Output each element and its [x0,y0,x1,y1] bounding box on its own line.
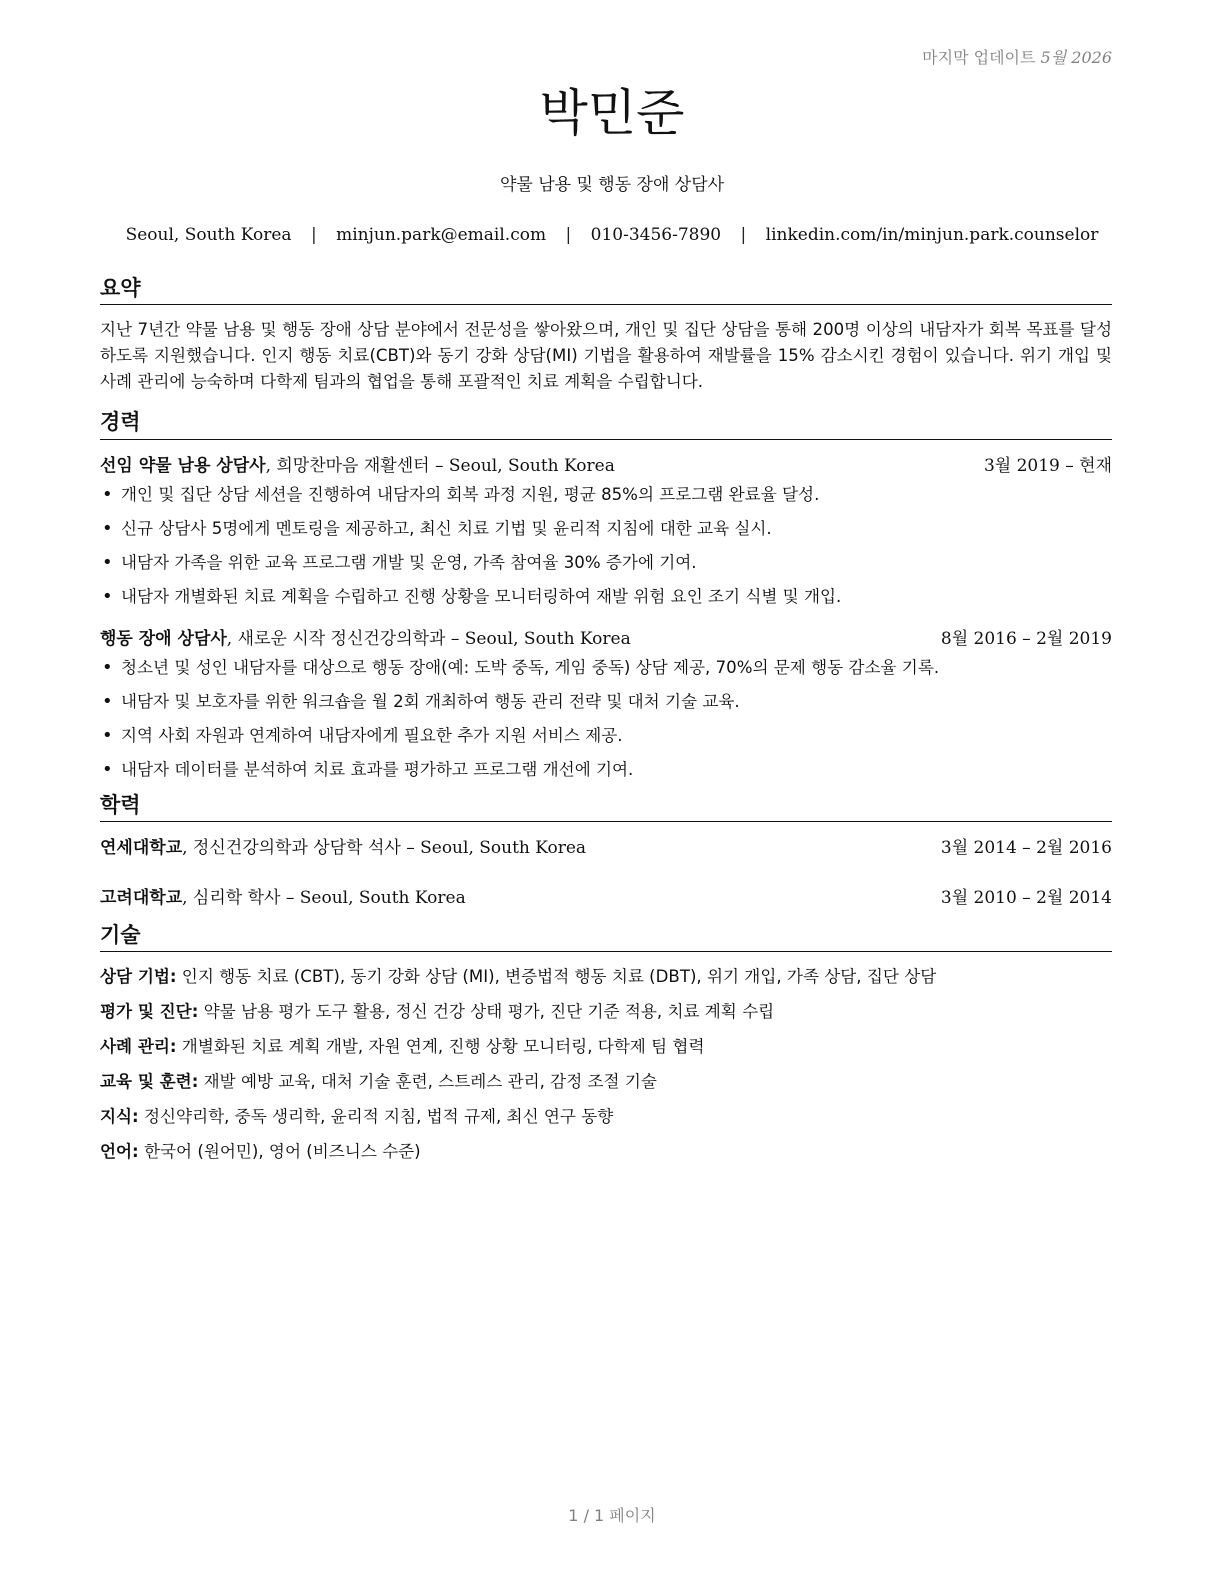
summary-text: 지난 7년간 약물 남용 및 행동 장애 상담 분야에서 전문성을 쌓아왔으며, 개인 및 집단 상담을 통해 200명 이상의 내담자가 회복 목표를 달성하도록 지원했습니다. 인지 행동 치료(CBT)와 동기 강화 상담(MI) 기법을 활용하여 재발률을 15% 감소시킨 경험이 있습니다. 위기 개입 및 사례 관리에 능숙하며 다학제 팀과의 협업을 통해 포괄적인 치료 계획을 수립합니다. [100,320,1112,392]
contact-email[interactable]: minjun.park@email.com [336,225,547,245]
job-bullet: • 내담자 개별화된 치료 계획을 수립하고 진행 상황을 모니터링하여 재발 위험 요인 조기 식별 및 개입. [100,585,1112,609]
experience-header [100,627,1112,651]
job-bullet: • 내담자 및 보호자를 위한 워크숍을 월 2회 개최하여 행동 관리 전략 및 대처 기술 교육. [100,690,1112,714]
last-updated-month: 5월 [1040,48,1067,67]
job-bullet: • 내담자 데이터를 분석하여 치료 효과를 평가하고 프로그램 개선에 기여. [100,758,1112,782]
skill-label: 평가 및 진단: [100,1002,199,1022]
skills-list [100,964,1112,1164]
last-updated-label: 마지막 업데이트 [922,48,1036,67]
skill-label: 언어: [100,1142,139,1162]
section-title-experience: 경력 [100,409,1112,439]
candidate-name: 박민준 [539,84,685,142]
skill-row [100,999,1112,1024]
skill-value: 정신약리학, 중독 생리학, 윤리적 지침, 법적 규제, 최신 연구 동향 [138,1107,614,1127]
skill-label: 상담 기법: [100,967,177,987]
job-bullets [100,483,1112,609]
job-title: 선임 약물 남용 상담사 [100,455,266,476]
contact-separator: | [565,225,572,245]
experience-entry [100,454,1112,609]
job-bullet: • 내담자 가족을 위한 교육 프로그램 개발 및 운영, 가족 참여율 30% 증가에 기여. [100,551,1112,575]
contact-phone[interactable]: 010-3456-7890 [590,225,722,245]
section-title-summary: 요약 [100,275,1112,305]
skill-row [100,1034,1112,1059]
experience-entry [100,627,1112,782]
experience-header [100,454,1112,478]
job-title: 행동 장애 상담사 [100,628,227,649]
job-dates: 8월 2016 – 2월 2019 [940,628,1112,649]
skill-value: 인지 행동 치료 (CBT), 동기 강화 상담 (MI), 변증법적 행동 치료 (DBT), 위기 개입, 가족 상담, 집단 상담 [176,967,937,987]
job-bullet: • 지역 사회 자원과 연계하여 내담자에게 필요한 추가 지원 서비스 제공. [100,724,1112,748]
education-dates: 3월 2010 – 2월 2014 [940,887,1112,908]
degree-info: , 심리학 학사 – Seoul, South Korea [182,887,466,908]
job-bullet: • 청소년 및 성인 내담자를 대상으로 행동 장애(예: 도박 중독, 게임 중독) 상담 제공, 70%의 문제 행동 감소율 기록. [100,656,1112,680]
school-name: 고려대학교 [100,887,183,908]
contact-line [0,225,1224,245]
contact-separator: | [310,225,317,245]
job-bullet: • 신규 상담사 5명에게 멘토링을 제공하고, 최신 치료 기법 및 윤리적 지침에 대한 교육 실시. [100,517,1112,541]
skill-value: 약물 남용 평가 도구 활용, 정신 건강 상태 평가, 진단 기준 적용, 치료 계획 수립 [198,1002,775,1022]
candidate-headline: 약물 남용 및 행동 장애 상담사 [499,175,725,195]
job-organization: , 희망찬마음 재활센터 – Seoul, South Korea [265,455,615,476]
last-updated-year: 2026 [1071,48,1112,67]
skill-label: 사례 관리: [100,1037,177,1057]
skill-label: 지식: [100,1107,139,1127]
school-name: 연세대학교 [100,837,183,858]
page-number: 1 / 1 페이지 [568,1506,656,1525]
skill-row [100,1104,1112,1129]
job-bullets [100,656,1112,782]
skill-value: 개별화된 치료 계획 개발, 자원 연계, 진행 상황 모니터링, 다학제 팀 협력 [176,1037,705,1057]
education-entry [100,836,1112,860]
skill-row [100,1139,1112,1164]
job-organization: , 새로운 시작 정신건강의학과 – Seoul, South Korea [226,628,631,649]
contact-separator: | [740,225,747,245]
education-dates: 3월 2014 – 2월 2016 [940,837,1112,858]
last-updated [922,45,1112,68]
education-entry [100,886,1112,910]
skill-label: 교육 및 훈련: [100,1072,199,1092]
job-dates: 3월 2019 – 현재 [983,455,1112,476]
skill-row [100,1069,1112,1094]
section-title-skills: 기술 [100,922,1112,952]
skill-row [100,964,1112,989]
degree-info: , 정신건강의학과 상담학 석사 – Seoul, South Korea [182,837,587,858]
skill-value: 한국어 (원어민), 영어 (비즈니스 수준) [138,1142,421,1162]
contact-linkedin[interactable]: linkedin.com/in/minjun.park.counselor [765,225,1099,245]
resume-content [100,275,1112,1174]
contact-location: Seoul, South Korea [125,225,292,245]
skill-value: 재발 예방 교육, 대처 기술 훈련, 스트레스 관리, 감정 조절 기술 [198,1072,657,1092]
section-title-education: 학력 [100,792,1112,822]
job-bullet: • 개인 및 집단 상담 세션을 진행하여 내담자의 회복 과정 지원, 평균 85%의 프로그램 완료율 달성. [100,483,1112,507]
